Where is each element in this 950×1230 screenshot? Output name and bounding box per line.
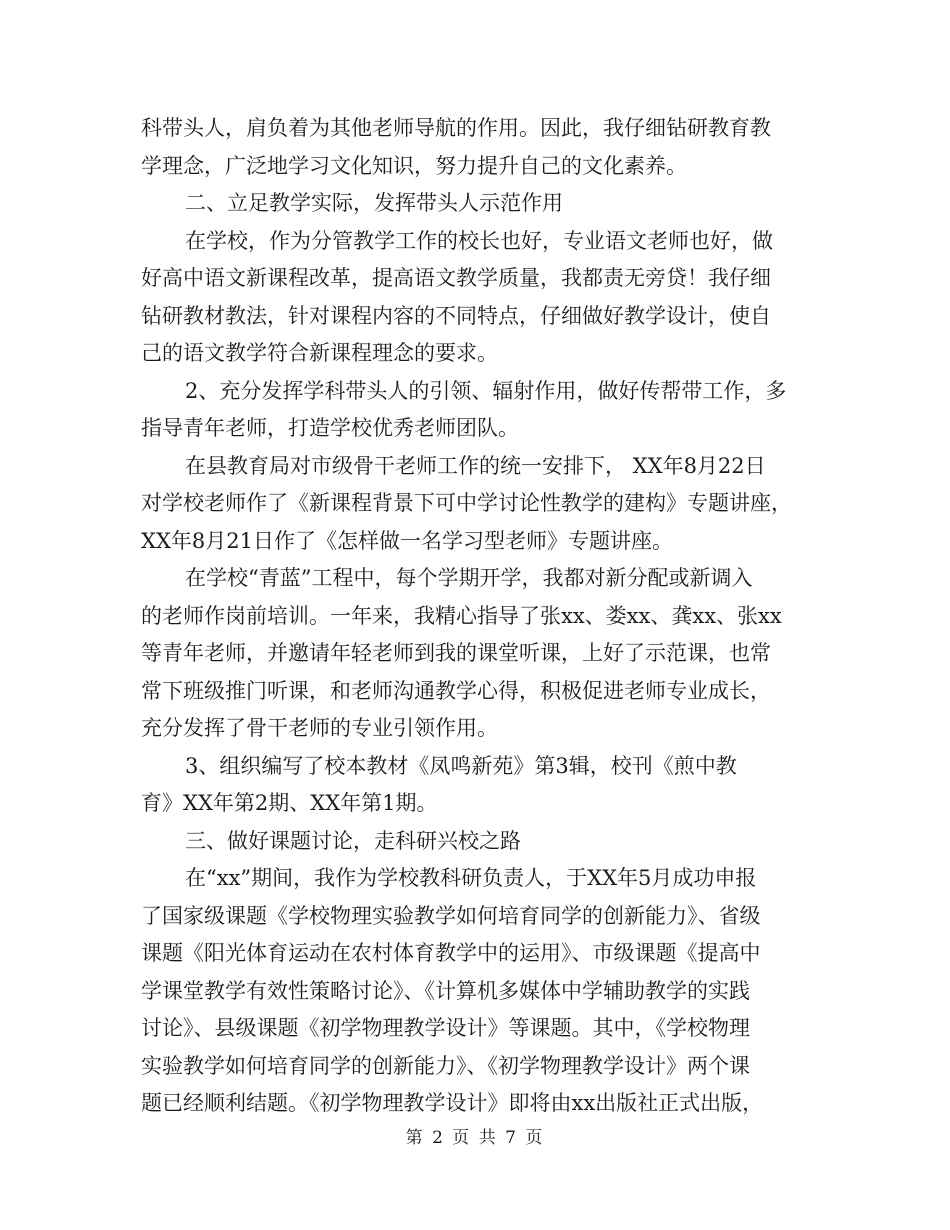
text-line: 二、立足教学实际，发挥带头人示范作用: [185, 191, 563, 215]
text-line: 学理念，广泛地学习文化知识，努力提升自己的文化素养。: [141, 153, 687, 178]
text-line: 科带头人，肩负着为其他老师导航的作用。因此，我仔细钻研教育教: [141, 116, 771, 140]
text-line: 钻研教材教法，针对课程内容的不同特点，仔细做好教学设计，使自: [141, 303, 771, 328]
text-line: 在学校，作为分管教学工作的校长也好，专业语文老师也好，做: [185, 228, 773, 253]
text-line: 学课堂教学有效性策略讨论》、《计算机多媒体中学辅助教学的实践: [141, 978, 750, 1003]
text-line: 3、组织编写了校本教材《凤鸣新苑》第3辑，校刊《煎中教: [185, 753, 737, 778]
text-line: 常下班级推门听课，和老师沟通教学心得，积极促进老师专业成长，: [141, 678, 771, 703]
document-body: [141, 110, 806, 1123]
page-footer: 第 2 页 共 7 页: [405, 1128, 545, 1148]
text-line: 在县教育局对市级骨干老师工作的统一安排下， XX年8月22日: [185, 453, 766, 478]
text-line: 对学校老师作了《新课程背景下可中学讨论性教学的建构》专题讲座，: [141, 491, 792, 515]
text-line: 在“xx”期间，我作为学校教科研负责人，于XX年5月成功申报: [185, 866, 757, 890]
text-line: 指导青年老师，打造学校优秀老师团队。: [141, 416, 519, 440]
text-line: 三、做好课题讨论，走科研兴校之路: [185, 828, 521, 853]
text-line: 实验教学如何培育同学的创新能力》、《初学物理教学设计》两个课: [141, 1053, 750, 1078]
text-line: 等青年老师，并邀请年轻老师到我的课堂听课，上好了示范课，也常: [141, 641, 771, 665]
text-line: 2、充分发挥学科带头人的引领、辐射作用，做好传帮带工作，多: [185, 378, 787, 403]
text-line: 题已经顺利结题。《初学物理教学设计》即将由xx出版社正式出版，: [141, 1091, 764, 1115]
text-line: 课题《阳光体育运动在农村体育教学中的运用》、市级课题《提高中: [141, 941, 761, 965]
text-line: 好高中语文新课程改革，提高语文教学质量，我都责无旁贷！我仔细: [141, 266, 771, 290]
text-line: XX年8月21日作了《怎样做一名学习型老师》专题讲座。: [141, 528, 673, 553]
text-line: 在学校“青蓝”工程中，每个学期开学，我都对新分配或新调入: [185, 566, 753, 590]
text-line: 讨论》、县级课题《初学物理教学设计》等课题。其中，《学校物理: [141, 1016, 750, 1040]
text-line: 己的语文教学符合新课程理念的要求。: [141, 341, 498, 365]
text-line: 充分发挥了骨干老师的专业引领作用。: [141, 716, 498, 740]
text-line: 的老师作岗前培训。一年来，我精心指导了张xx、娄xx、龚xx、张xx: [141, 603, 782, 628]
text-line: 育》XX年第2期、XX年第1期。: [141, 791, 438, 815]
text-line: 了国家级课题《学校物理实验教学如何培育同学的创新能力》、省级: [141, 903, 761, 928]
